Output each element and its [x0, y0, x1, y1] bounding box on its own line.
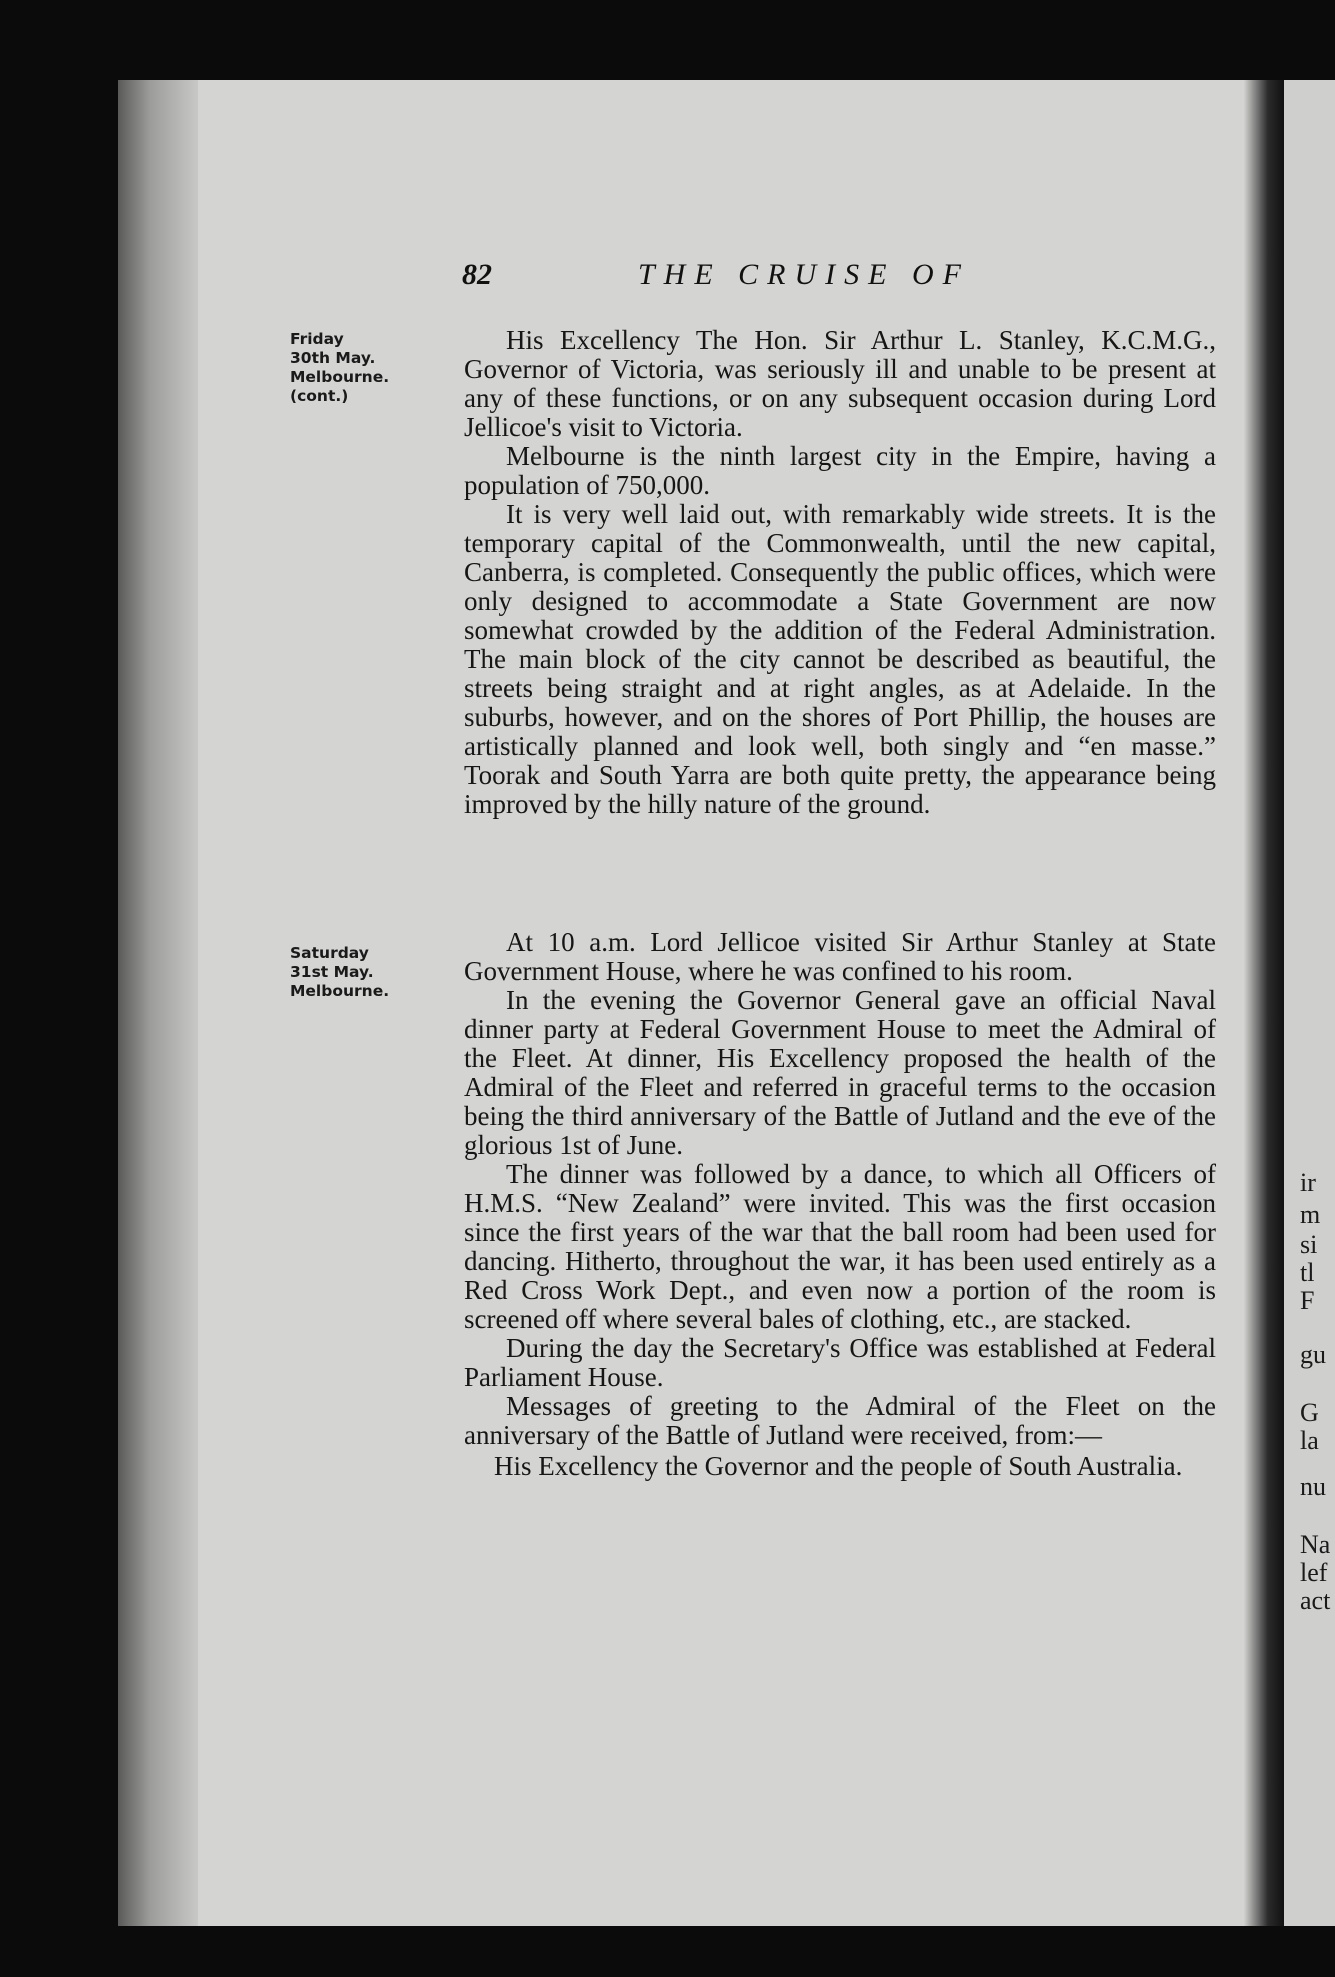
facing-page-fragment: act — [1300, 1586, 1331, 1615]
paragraph: The dinner was followed by a dance, to which all Officers of H.M.S. “New Zealand” were invited. This was the first occasion since the first years of the war that the ball room had been used for dancing. Hitherto, throughout the war, it has been used entirely as a Red Cross Work Dept., and even now a portion of the room is screened off where several bales of clothing, etc., are stacked. — [464, 1159, 1216, 1334]
margin-note-line: (cont.) — [290, 387, 349, 405]
facing-page-fragment: lef — [1300, 1558, 1328, 1587]
facing-page-fragment: Na — [1300, 1530, 1331, 1559]
paragraph: Melbourne is the ninth largest city in the Empire, having a population of 750,000. — [464, 441, 1216, 500]
margin-note-line: Melbourne. — [290, 368, 390, 386]
indented-entry: His Excellency the Governor and the people of South Australia. — [494, 1451, 1183, 1481]
facing-page-fragment: F — [1300, 1286, 1315, 1315]
facing-page-fragment: gu — [1300, 1340, 1326, 1369]
facing-page-fragment: m — [1300, 1200, 1321, 1229]
book-spine — [1244, 80, 1284, 1926]
body-section-friday — [464, 326, 1216, 819]
facing-page-fragment: ir — [1300, 1168, 1316, 1197]
facing-page-fragment: si — [1300, 1230, 1318, 1259]
facing-page-fragment: nu — [1300, 1472, 1326, 1501]
facing-page-edge — [1284, 80, 1335, 1926]
paragraph: In the evening the Governor General gave an official Naval dinner party at Federal Government House to meet the Admiral of the Fleet. At dinner, His Excellency proposed the health of the Admiral of the Fleet and referred in graceful terms to the occasion being the third anniversary of the Battle of Jutland and the eve of the glorious 1st of June. — [464, 985, 1216, 1160]
paragraph: Messages of greeting to the Admiral of the Fleet on the anniversary of the Battle of Jutland were received, from:— — [464, 1391, 1216, 1450]
margin-note-line: 31st May. — [290, 963, 374, 981]
paragraph: During the day the Secretary's Office was established at Federal Parliament House. — [464, 1333, 1216, 1392]
page-number: 82 — [462, 258, 492, 291]
page-gutter-shadow — [118, 80, 198, 1926]
paragraph: At 10 a.m. Lord Jellicoe visited Sir Arthur Stanley at State Government House, where he was confined to his room. — [464, 927, 1216, 986]
margin-note-line: Saturday — [290, 944, 369, 962]
facing-page-fragment: tl — [1300, 1258, 1315, 1287]
margin-note-line: Friday — [290, 330, 344, 348]
margin-note-line: 30th May. — [290, 349, 376, 367]
margin-note-date-2 — [290, 944, 440, 1001]
running-title: THE CRUISE OF — [638, 258, 970, 291]
margin-note-date-1 — [290, 330, 440, 406]
paragraph: It is very well laid out, with remarkably wide streets. It is the temporary capital of the Commonwealth, until the new capital, Canberra, is completed. Consequently the public offices, which were only designed to accommodate a State Government are now somewhat crowded by the addition of the Federal Administration. The main block of the city cannot be described as beautiful, the streets being straight and at right angles, as at Adelaide. In the suburbs, however, and on the shores of Port Phillip, the houses are artistically planned and look well, both singly and “en masse.” Toorak and South Yarra are both quite pretty, the appearance being improved by the hilly nature of the ground. — [464, 499, 1216, 819]
paragraph: His Excellency The Hon. Sir Arthur L. Stanley, K.C.M.G., Governor of Victoria, was seriously ill and unable to be present at any of these functions, or on any subsequent occasion during Lord Jellicoe's visit to Victoria. — [464, 325, 1216, 442]
margin-note-line: Melbourne. — [290, 982, 390, 1000]
facing-page-fragment: G — [1300, 1398, 1319, 1427]
body-section-saturday — [464, 928, 1216, 1481]
facing-page-fragment: la — [1300, 1426, 1319, 1455]
